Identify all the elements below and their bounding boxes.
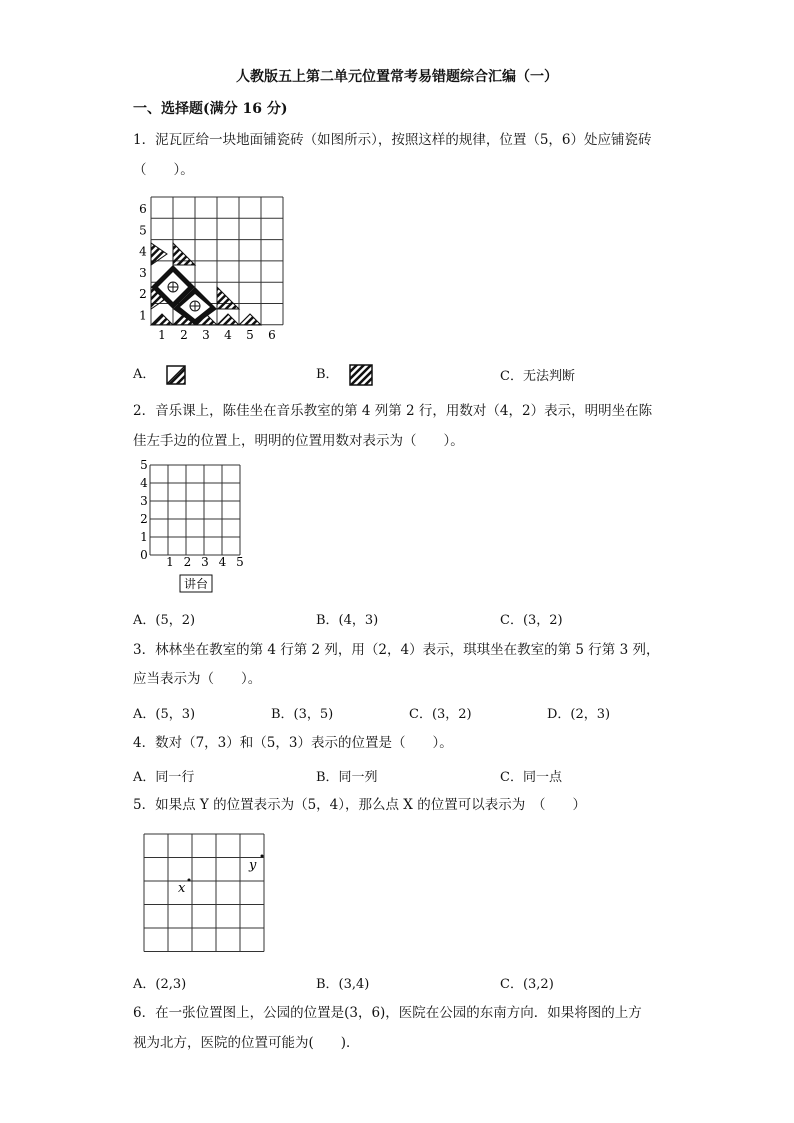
q1-y-tick-label: 5: [139, 223, 147, 238]
q2-x-tick-label: 3: [201, 555, 209, 569]
q1-y-tick-label: 6: [139, 202, 147, 216]
q1-option-a-label: A．: [133, 367, 156, 382]
q1-y-tick-label: 3: [139, 265, 147, 280]
q1-option-a-tile-image: [166, 365, 186, 385]
q1-option-b-label: B．: [316, 367, 339, 382]
q6-text-line1: 6．在一张位置图上，公园的位置是(3，6)，医院在公园的东南方向．如果将图的上方: [133, 1005, 642, 1021]
q1-x-tick-label: 6: [268, 328, 276, 342]
q2-option-c[interactable]: C．(3，2): [500, 613, 563, 628]
page-title: 人教版五上第二单元位置常考易错题综合汇编（一）: [236, 69, 558, 85]
q2-text-line2: 佳左手边的位置上，明明的位置用数对表示为（ ）。: [133, 433, 464, 449]
q2-y-tick-label: 5: [140, 458, 148, 472]
q3-option-d[interactable]: D．(2，3): [547, 707, 611, 722]
q1-option-a[interactable]: [133, 363, 186, 385]
q4-option-c[interactable]: C．同一点: [500, 770, 562, 785]
q5-option-a[interactable]: A．(2,3): [133, 977, 187, 992]
q1-option-b-tile-image: [349, 364, 373, 386]
q1-tile-pattern: [151, 243, 261, 325]
q3-option-c[interactable]: C．(3，2): [409, 707, 472, 722]
q5-option-c[interactable]: C．(3,2): [500, 977, 554, 992]
q1-option-b[interactable]: [316, 363, 373, 386]
q1-text-line1: 1．泥瓦匠给一块地面铺瓷砖（如图所示），按照这样的规律，位置（5，6）处应铺瓷砖: [133, 132, 652, 148]
q2-y-tick-label: 1: [140, 530, 148, 544]
q2-stage-label: 讲台: [183, 577, 209, 591]
q1-y-tick-label: 2: [139, 287, 147, 302]
q1-x-tick-label: 5: [246, 328, 254, 342]
q2-text-line1: 2．音乐课上，陈佳坐在音乐教室的第 4 列第 2 行，用数对（4，2）表示，明明坐在陈: [133, 403, 653, 419]
q6-text-line2: 视为北方，医院的位置可能为( )．: [133, 1035, 360, 1051]
section-heading: 一、选择题(满分 16 分): [133, 101, 288, 117]
q5-point-y-label: y: [249, 858, 257, 873]
q1-x-tick-label: 2: [180, 328, 188, 342]
q3-text-line2: 应当表示为（ ）。: [133, 671, 262, 687]
q5-point-x-label: x: [178, 881, 186, 896]
q3-text-line1: 3．林林坐在教室的第 4 行第 2 列，用（2，4）表示，琪琪坐在教室的第 5 行第 3 列，: [133, 642, 660, 658]
q5-point-grid-figure: [142, 832, 268, 956]
q2-option-b[interactable]: B．(4，3): [316, 613, 379, 628]
q1-y-tick-label: 1: [139, 308, 147, 323]
q2-x-tick-label: 2: [183, 555, 192, 569]
q2-x-tick-label: 4: [218, 555, 227, 569]
q3-option-a[interactable]: A．(5，3): [133, 707, 196, 722]
q1-x-tick-label: 3: [202, 328, 210, 342]
q1-tile-grid-figure: [133, 195, 293, 345]
q2-classroom-grid-figure: [133, 455, 263, 597]
q5-text-line1: 5．如果点 Y 的位置表示为（5，4），那么点 X 的位置可以表示为 （ ）: [133, 797, 586, 813]
q1-option-c[interactable]: C．无法判断: [500, 369, 575, 384]
q2-x-tick-label: 5: [236, 555, 244, 569]
q4-option-b[interactable]: B．同一列: [316, 770, 378, 785]
q2-y-tick-label: 4: [140, 476, 148, 490]
q1-x-tick-label: 1: [158, 328, 166, 342]
q5-option-b[interactable]: B．(3,4): [316, 977, 370, 992]
q4-text-line1: 4．数对（7，3）和（5，3）表示的位置是（ ）。: [133, 735, 453, 751]
q1-text-line2: （ ）。: [133, 162, 194, 178]
q1-x-tick-label: 4: [224, 328, 232, 342]
q4-option-a[interactable]: A．同一行: [133, 770, 195, 785]
q2-option-a[interactable]: A．(5，2): [133, 613, 196, 628]
q3-option-b[interactable]: B．(3，5): [271, 707, 334, 722]
q2-y-tick-label: 2: [140, 512, 148, 526]
q2-y-tick-label: 3: [140, 494, 148, 508]
q2-y-tick-label: 0: [140, 548, 148, 562]
q2-x-tick-label: 1: [166, 555, 174, 569]
q1-y-tick-label: 4: [139, 244, 147, 259]
